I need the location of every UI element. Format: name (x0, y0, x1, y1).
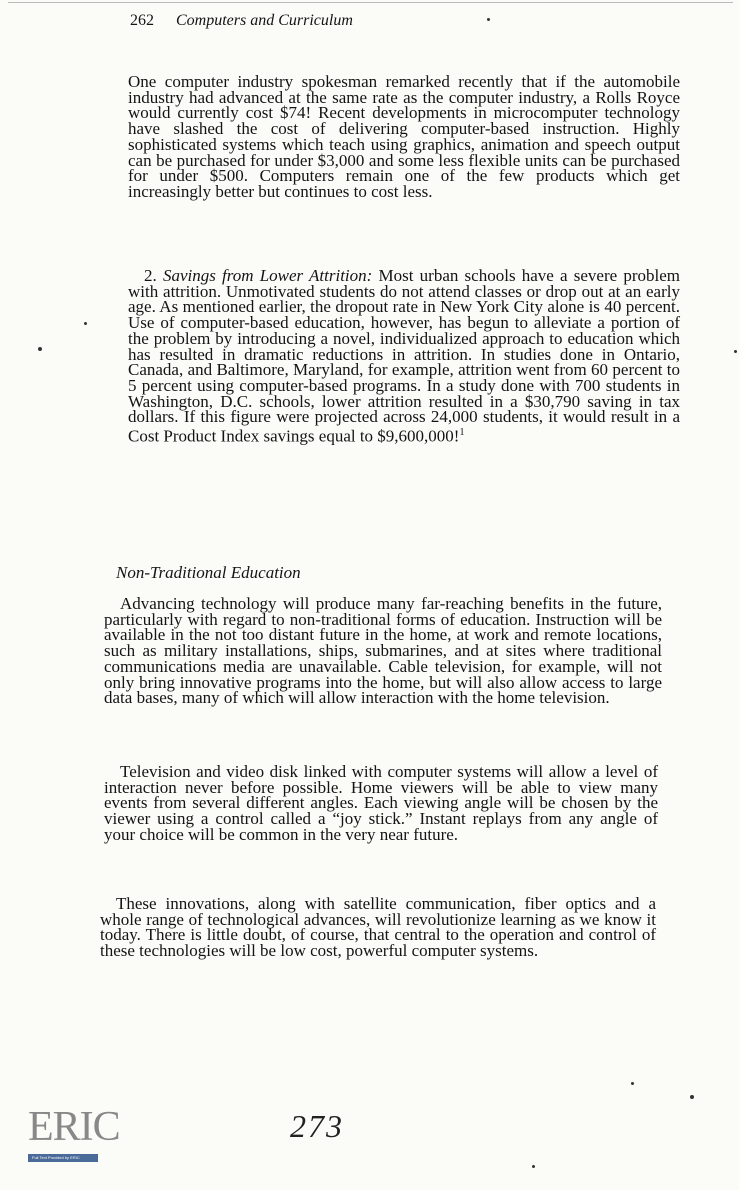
paragraph-cost-decline (128, 74, 680, 200)
paragraph-television (104, 764, 658, 843)
header-page-number: 262 (130, 12, 154, 29)
footer-page-number: 273 (290, 1108, 344, 1144)
item-heading: Savings from Lower Attrition: (162, 266, 373, 285)
paragraph-text: These innovations, along with satellite communication, fiber optics and a whole range of technological advances, will revolutionize learning as we know it today. There is little doubt, of course, that central to the operation and control of these technologies will be low cost, powerful computer systems. (100, 894, 656, 961)
running-header (130, 12, 353, 30)
paragraph-innovations (100, 896, 656, 959)
scan-speck (690, 1095, 694, 1099)
paragraph-text: One computer industry spokesman remarked recently that if the automobile industry had advanced at the same rate as the computer industry, a Rolls Royce would currently cost $74! Recent developments in microcomputer technology have slashed the cost of delivering computer-based instruction. Highly sophisticated systems which teach using graphics, animation and speech output can be purchased for under $3,000 and some less flexible units can be purchased for under $500. Computers remain one of the few products which get increasingly better but continues to cost less. (128, 72, 680, 201)
eric-logo (28, 1103, 120, 1165)
eric-logo-tagline: Full Text Provided by ERIC (28, 1154, 98, 1162)
paragraph-advancing-technology (104, 596, 662, 706)
paragraph-text (128, 268, 680, 444)
top-rule (8, 2, 733, 3)
scan-speck (84, 322, 87, 325)
list-number: 2. (144, 266, 163, 285)
running-title: Computers and Curriculum (176, 12, 353, 29)
section-heading: Non-Traditional Education (116, 563, 301, 582)
scan-speck (631, 1082, 634, 1085)
paragraph-attrition (128, 268, 680, 444)
paragraph-text: Television and video disk linked with computer systems will allow a level of interaction never before possible. Home viewers will be able to view many events from several different angles. Each viewing angle will be chosen by the viewer using a control called a “joy stick.” Instant replays from any angle of your choice will be common in the very near future. (104, 762, 658, 844)
scan-speck (532, 1165, 535, 1168)
eric-logo-text: ERIC (28, 1104, 120, 1150)
scan-speck (734, 350, 737, 353)
footnote-marker: 1 (459, 427, 465, 439)
scan-speck (487, 18, 490, 21)
paragraph-body: Most urban schools have a severe problem with attrition. Unmotivated students do not attend classes or drop out at an early age. As mentioned earlier, the dropout rate in New York City alone is 40 percent. Use of computer-based education, however, has begun to alleviate a portion of the problem by introducing a novel, individualized approach to education which has resulted in dramatic reductions in attrition. In studies done in Ontario, Canada, and Baltimore, Maryland, for example, attrition went from 60 percent to 5 percent using computer-based programs. In a study done with 700 students in Washington, D.C. schools, lower attrition resulted in a $30,790 saving in tax dollars. If this figure were projected across 24,000 students, it would result in a Cost Product Index savings equal to $9,600,000! (128, 266, 681, 446)
scan-speck (38, 347, 42, 351)
paragraph-text: Advancing technology will produce many far-reaching benefits in the future, particularly with regard to non-traditional forms of education. Instruction will be available in the not too distant future in the home, at work and remote locations, such as military installations, ships, submarines, and at sites where traditional communications media are unavailable. Cable television, for example, will not only bring innovative programs into the home, but will also allow access to large data bases, many of which will allow interaction with the home television. (104, 594, 662, 708)
